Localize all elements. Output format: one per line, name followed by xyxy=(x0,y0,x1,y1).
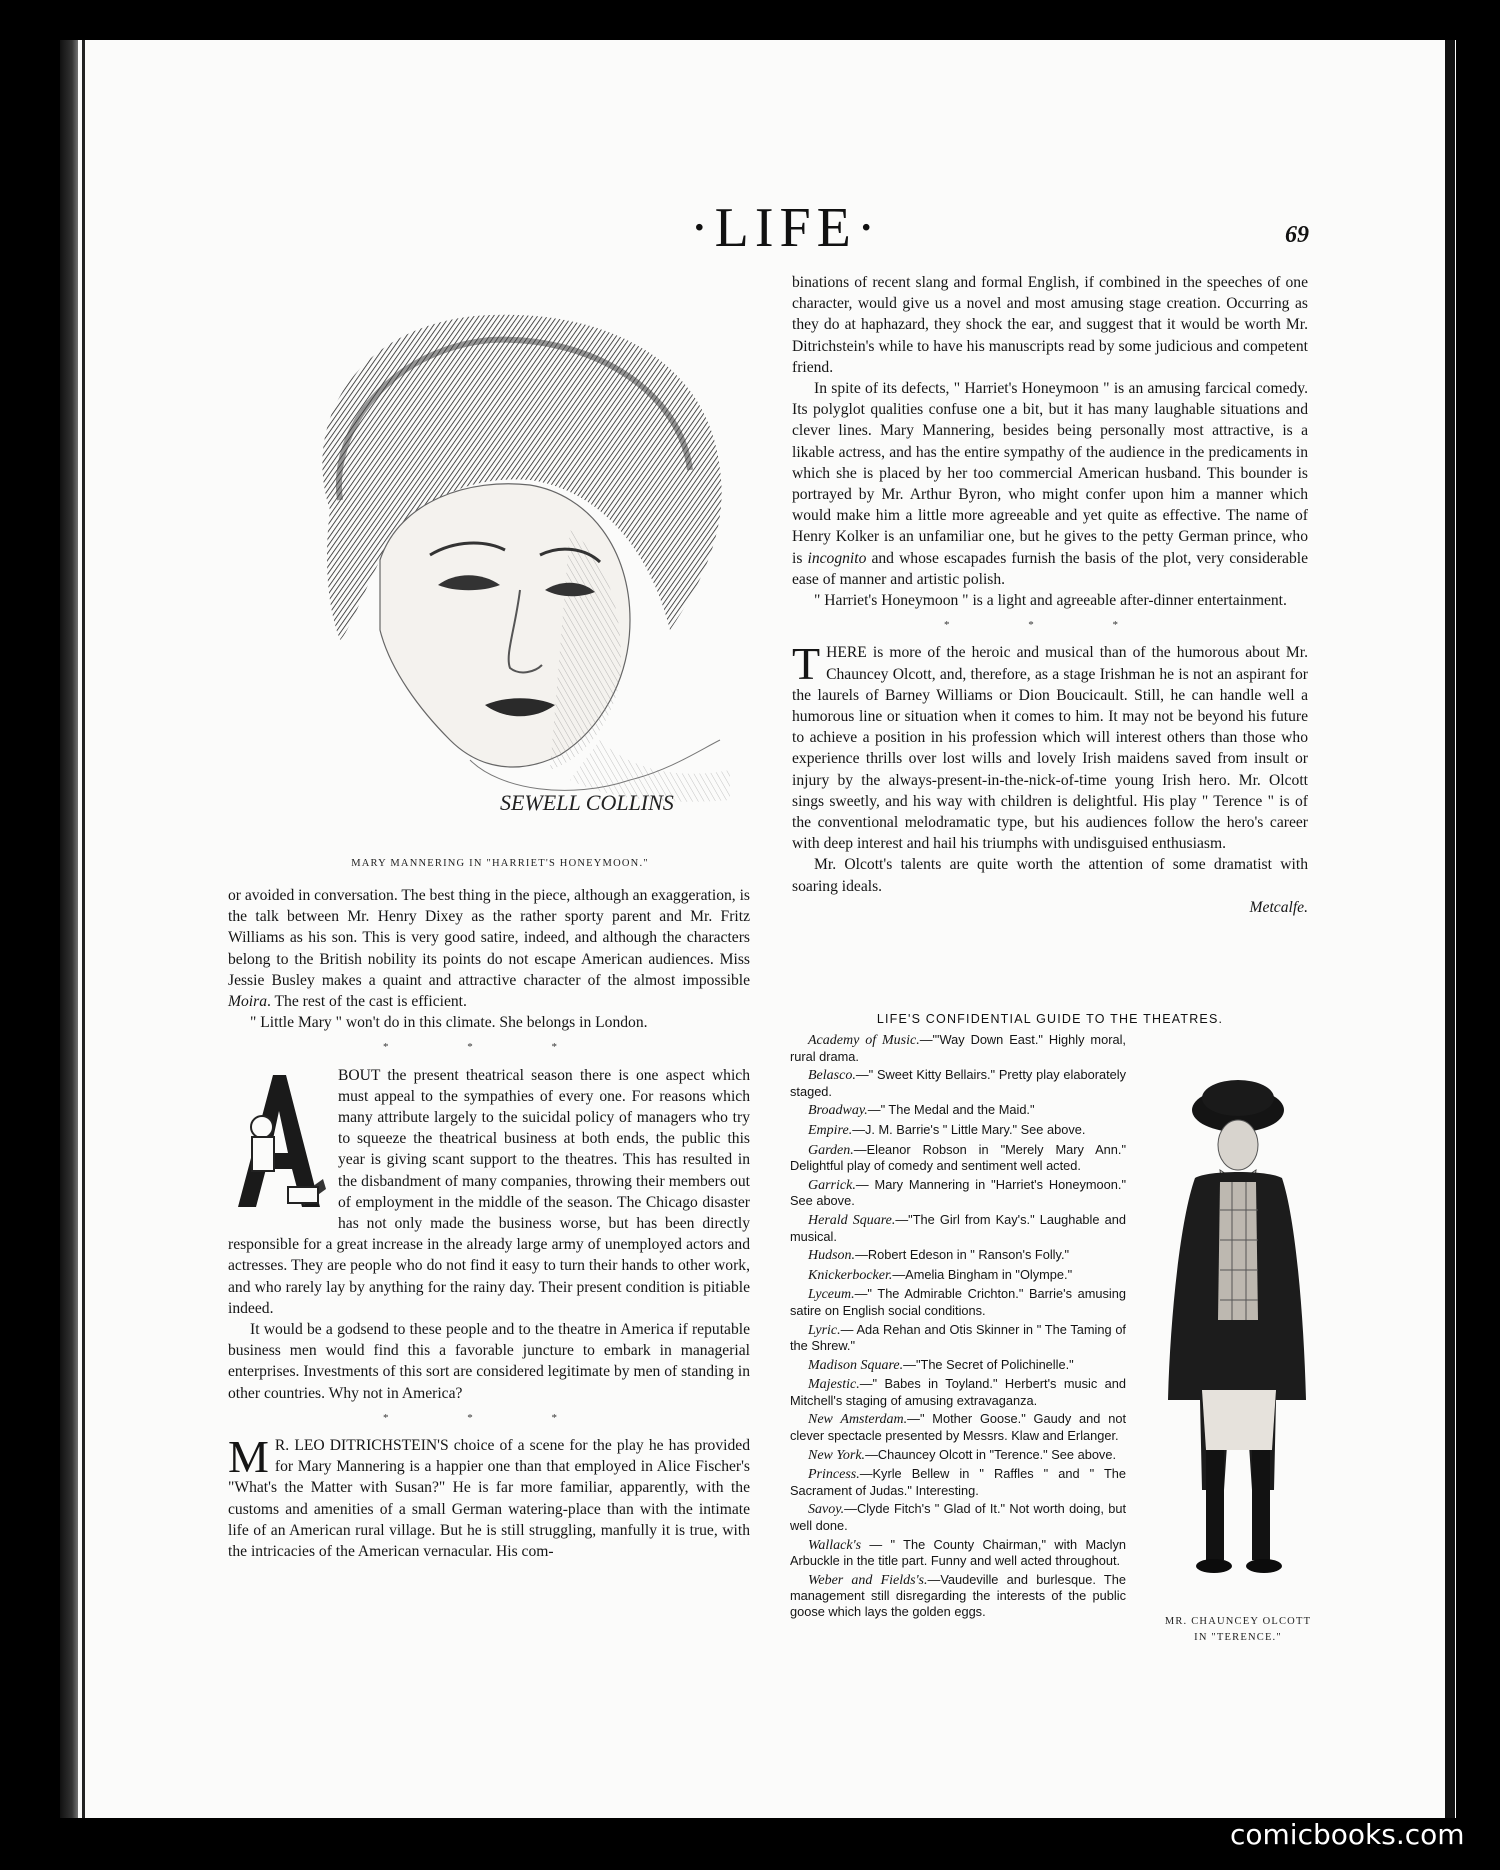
right-p5-text: Mr. Olcott's talents are quite worth the attention of some dramatist with soaring ideals. xyxy=(792,856,1308,895)
guide-entry-venue: Knickerbocker. xyxy=(808,1267,893,1283)
guide-entry-text: —Robert Edeson in " Ranson's Folly." xyxy=(855,1247,1070,1263)
guide-entry-venue: Lyceum. xyxy=(808,1287,855,1303)
right-p2-end: and whose escapades furnish the basis of the plot, very considerable ease of manner and artistic polish. xyxy=(792,549,1308,588)
right-paragraph-4 xyxy=(792,638,1308,854)
section-divider-2: * * * xyxy=(383,1411,595,1424)
guide-entry xyxy=(790,1177,1126,1209)
guide-entry-text: —"'Way Down East." Highly moral, rural drama. xyxy=(790,1032,1126,1064)
guide-entry-text: — Ada Rehan and Otis Skinner in " The Taming of the Shrew." xyxy=(790,1321,1126,1354)
guide-entry-text: —Chauncey Olcott in "Terence." See above. xyxy=(865,1446,1117,1462)
guide-entry xyxy=(790,1357,1126,1374)
portrait-drawing xyxy=(270,300,770,820)
left-p3-text: BOUT the present theatrical season there is one aspect which must appeal to the sympathies of every one. For reasons which many attribute largely to the suicidal policy of managers who try to squeeze the theatrical business at both ends, the public this year is giving scant support to the theatres. This has resulted in the disbandment of many companies, throwing their members out of employment in the middle of the season. The Chicago disaster has not only made the business worse, but has been directly responsible for a great increase in the already large army of unemployed actors and actresses. They are people who do not find it easy to turn their hands to other work, and who rarely lay by anything for the rainy day. Their present condition is pitiable indeed. xyxy=(228,1066,750,1317)
guide-entry-venue: Savoy. xyxy=(808,1502,845,1518)
guide-entry xyxy=(790,1212,1126,1244)
guide-entry xyxy=(790,1411,1126,1443)
guide-entry-text: —" Mother Goose." Gaudy and not clever spectacle presented by Messrs. Klaw and Erlanger. xyxy=(790,1411,1127,1444)
guide-entry xyxy=(790,1322,1126,1354)
olcott-caption-line-2: IN "TERENCE." xyxy=(1194,1632,1282,1643)
guide-entry-venue: Herald Square. xyxy=(808,1212,896,1228)
guide-entry-text: — " The County Chairman," with Maclyn Arbuckle in the title part. Funny and well acted throughout. xyxy=(790,1536,1126,1569)
guide-entry xyxy=(790,1122,1126,1139)
olcott-caption-line-1: MR. CHAUNCEY OLCOTT xyxy=(1164,1616,1312,1627)
right-paragraph-3: " Harriet's Honeymoon " is a light and agreeable after-dinner entertainment. xyxy=(814,592,1287,610)
guide-entry-venue: Princess. xyxy=(808,1467,860,1483)
theatre-guide-list xyxy=(790,1032,1126,1623)
guide-entry-venue: Broadway. xyxy=(808,1103,868,1119)
guide-entry-text: —" The Medal and the Maid." xyxy=(867,1102,1035,1118)
guide-entry-venue: Majestic. xyxy=(808,1377,860,1393)
guide-title: LIFE'S CONFIDENTIAL GUIDE TO THE THEATRES. xyxy=(876,1012,1224,1026)
guide-entry-venue: Garden. xyxy=(808,1142,854,1158)
page-edge xyxy=(1445,40,1455,1818)
drop-cap-t: T xyxy=(792,638,821,690)
right-p2-italic: incognito xyxy=(807,549,867,567)
guide-entry-text: —Clyde Fitch's " Glad of It." Not worth doing, but well done. xyxy=(790,1501,1126,1534)
left-paragraph-3 xyxy=(228,1065,750,1319)
guide-entry-venue: Hudson. xyxy=(808,1248,856,1264)
guide-entry-venue: Belasco. xyxy=(808,1068,856,1084)
guide-entry-text: —Kyrle Bellew in " Raffles " and " The Sacrament of Judas." Interesting. xyxy=(790,1466,1126,1498)
guide-entry xyxy=(790,1032,1126,1064)
guide-entry xyxy=(790,1267,1126,1284)
guide-entry-venue: Lyric. xyxy=(808,1322,841,1338)
guide-entry-text: —Vaudeville and burlesque. The management still disregarding the interests of the public goose which lays the golden eggs. xyxy=(790,1571,1126,1619)
guide-entry xyxy=(790,1501,1126,1533)
portrait-caption: MARY MANNERING IN "HARRIET'S HONEYMOON." xyxy=(351,858,649,869)
portrait-illustration xyxy=(270,300,770,820)
guide-entry-text: —J. M. Barrie's " Little Mary." See above. xyxy=(852,1121,1086,1137)
olcott-figure xyxy=(1140,1070,1330,1600)
left-paragraph-5 xyxy=(228,1431,750,1562)
guide-entry xyxy=(790,1466,1126,1498)
right-column xyxy=(792,272,1308,918)
drop-cap-m: M xyxy=(228,1431,269,1483)
right-p2-text: In spite of its defects, " Harriet's Honeymoon " is an amusing farcical comedy. Its polyglot qualities confuse one a bit, but it has many laughable situations and clever lines. Mary Mannering, besides being personally most attractive, is a likable actress, and has the entire sympathy of the audience in the predicaments in which she is placed by her too commercial American husband. This bounder is portrayed by Mr. Arthur Byron, who might confer upon him a manner which would make him a little more agreeable and yet quite as effective. The name of Henry Kolker is an unfamiliar one, but he gives to the petty German prince, who is xyxy=(792,380,1308,567)
masthead-title: ·LIFE· xyxy=(690,197,882,259)
book-spine xyxy=(60,40,80,1818)
section-divider-3: * * * xyxy=(944,619,1156,632)
guide-entry xyxy=(790,1102,1126,1119)
olcott-photo xyxy=(1140,1070,1330,1600)
guide-entry-venue: Academy of Music. xyxy=(808,1033,920,1048)
author-signature: Metcalfe. xyxy=(1249,898,1308,916)
left-p1-text: or avoided in conversation. The best thing in the piece, although an exaggeration, is the talk between Mr. Henry Dixey as the rather sporty parent and Mr. Fritz Williams as his son. This is very good satire, indeed, and although the characters belong to the British nobility its points do not escape American audiences. Miss Jessie Busley makes a quaint and attractive character of the almost impossible xyxy=(228,887,750,989)
left-p1-end: . The rest of the cast is efficient. xyxy=(266,993,467,1011)
guide-entry-text: —" Babes in Toyland." Herbert's music and Mitchell's staging of amusing extravaganza. xyxy=(790,1376,1126,1408)
left-paragraph-2: " Little Mary " won't do in this climate. She belongs in London. xyxy=(250,1014,648,1032)
guide-entry xyxy=(790,1376,1126,1408)
right-paragraph-1: binations of recent slang and formal English, if combined in the speeches of one character, would give us a novel and most amusing stage creation. Occurring as they do at haphazard, they shock the ear, and suggest that it would be worth Mr. Ditrichstein's while to have his manuscripts read by some judicious and competent friend. xyxy=(792,274,1308,376)
illustrated-initial-a xyxy=(228,1067,328,1217)
guide-entry xyxy=(790,1286,1126,1318)
guide-entry-venue: Wallack's xyxy=(808,1537,862,1553)
initial-a-icon xyxy=(228,1067,328,1217)
right-p4-text: HERE is more of the heroic and musical than of the humorous about Mr. Chauncey Olcott, and, therefore, as a stage Irishman he is not an aspirant for the laurels of Barney Williams or Dion Boucicault. Still, he can handle well a humorous line or situation when it comes to him. It may not be beyond his future to achieve a position in his profession which will interest others than those who experience thrills over lost wills and lovely Irish maidens saved from insult or injury by the always-present-in-the-nick-of-time young Irish hero. Mr. Olcott sings sweetly, and his way with children is delightful. His play " Terence " is of the conventional melodramatic type, but his audiences follow the hero's career with deep interest and hail his triumphs with undisguised enthusiasm. xyxy=(792,644,1308,853)
section-divider-1: * * * xyxy=(383,1041,595,1054)
left-p1-italic: Moira xyxy=(228,993,267,1011)
right-paragraph-5 xyxy=(792,854,1308,896)
guide-entry-text: — Mary Mannering in "Harriet's Honeymoon." See above. xyxy=(790,1176,1126,1209)
guide-entry-venue: Empire. xyxy=(808,1122,853,1138)
guide-entry-venue: Madison Square. xyxy=(808,1357,904,1373)
guide-entry-text: —" The Admirable Crichton." Barrie's amusing satire on English social conditions. xyxy=(790,1286,1126,1318)
guide-entry xyxy=(790,1537,1126,1569)
guide-entry xyxy=(790,1067,1126,1099)
left-paragraph-1 xyxy=(228,885,750,1012)
olcott-caption xyxy=(1138,1614,1338,1646)
artist-signature: SEWELL COLLINS xyxy=(500,790,674,815)
guide-entry-venue: Garrick. xyxy=(808,1177,856,1193)
guide-entry-text: —"The Girl from Kay's." Laughable and musical. xyxy=(790,1211,1126,1244)
guide-entry-text: —"The Secret of Polichinelle." xyxy=(903,1356,1074,1372)
left-column xyxy=(228,885,750,1562)
guide-entry-text: —Eleanor Robson in "Merely Mary Ann." Delightful play of comedy and sentiment well acted. xyxy=(790,1141,1126,1174)
guide-entry xyxy=(790,1572,1126,1620)
gutter-line xyxy=(82,40,85,1818)
right-paragraph-2 xyxy=(792,378,1308,590)
guide-entry-venue: New Amsterdam. xyxy=(808,1412,908,1428)
guide-entry-venue: New York. xyxy=(808,1447,866,1463)
guide-entry-text: —" Sweet Kitty Bellairs." Pretty play elaborately staged. xyxy=(790,1067,1126,1099)
guide-entry-text: —Amelia Bingham in "Olympe." xyxy=(892,1266,1073,1282)
guide-entry xyxy=(790,1247,1126,1264)
page-number: 69 xyxy=(1285,222,1309,248)
guide-entry xyxy=(790,1447,1126,1464)
left-paragraph-4: It would be a godsend to these people and to the theatre in America if reputable business men would find this a favorable juncture to embark in managerial enterprises. Investments of this sort are considered legitimate by men of standing in other countries. Why not in America? xyxy=(228,1321,750,1402)
left-p5-text: R. LEO DITRICHSTEIN'S choice of a scene for the play he has provided for Mary Mannering is a happier one than that employed in Alice Fischer's "What's the Matter with Susan?" He is far more familiar, apparently, with the customs and amenities of a small German watering-place than with the intimate life of an American rural village. But he is still struggling, manfully it is true, with the intricacies of the American vernacular. His com- xyxy=(228,1437,750,1561)
guide-entry xyxy=(790,1142,1126,1174)
site-watermark: comicbooks.com xyxy=(1230,1818,1465,1851)
guide-entry-venue: Weber and Fields's. xyxy=(808,1572,928,1588)
